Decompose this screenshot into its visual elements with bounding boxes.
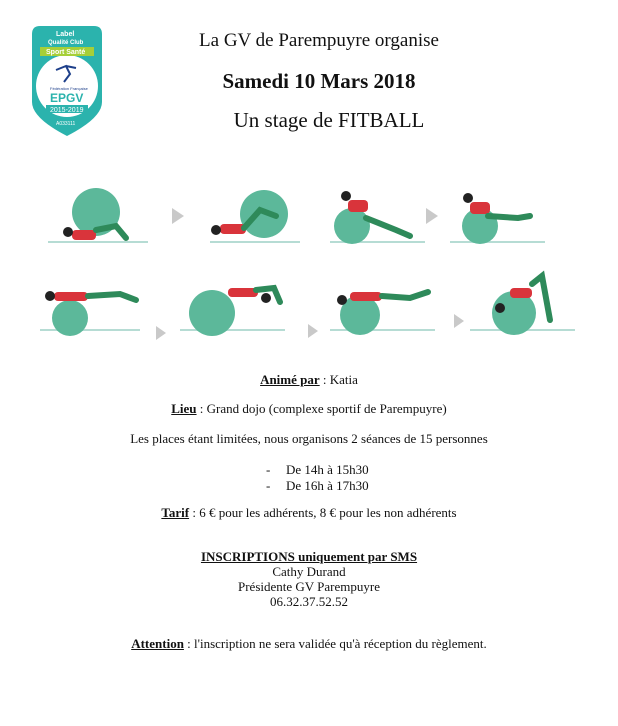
places-text: Les places étant limitées, nous organisons 2 séances de 15 personnes <box>130 431 488 446</box>
attention-label: Attention <box>131 636 184 651</box>
fitball-exercises-illustration <box>30 180 590 350</box>
session-time: De 16h à 17h30 <box>286 478 369 493</box>
event-date: Samedi 10 Mars 2018 <box>222 69 416 93</box>
inscriptions-block <box>0 549 618 609</box>
contact-phone: 06.32.37.52.52 <box>270 594 348 609</box>
animateur-line <box>0 372 618 388</box>
attention-line <box>0 636 618 652</box>
organiser-line: La GV de Parempuyre organise <box>199 30 439 51</box>
attention-value: : l'inscription ne sera validée qu'à réception du règlement. <box>183 636 487 651</box>
animateur-value: : Katia <box>319 372 358 387</box>
session-time: De 14h à 15h30 <box>286 462 369 477</box>
session-item: - De 16h à 17h30 <box>266 478 369 493</box>
badge-brand-text: EPGV <box>50 91 84 105</box>
contact-role: Présidente GV Parempuyre <box>237 579 380 594</box>
event-title: Un stage de FITBALL <box>233 108 425 132</box>
lieu-line <box>0 401 618 417</box>
lieu-label: Lieu <box>171 401 197 416</box>
lieu-value: : Grand dojo (complexe sportif de Parempuyre) <box>196 401 447 416</box>
tarif-line <box>0 505 618 521</box>
tarif-value: : 6 € pour les adhérents, 8 € pour les non adhérents <box>189 505 457 520</box>
badge-federation-text: Fédération Française <box>50 86 88 91</box>
badge-years-text: 2015-2019 <box>50 107 84 114</box>
fitballs <box>52 188 536 336</box>
badge-ribbon-text: Sport Santé <box>46 49 86 56</box>
session-list <box>266 462 369 494</box>
animateur-label: Animé par <box>260 372 320 387</box>
badge-code-text: A033111 <box>56 121 76 127</box>
inscriptions-heading: INSCRIPTIONS uniquement par SMS <box>200 549 418 564</box>
contact-name: Cathy Durand <box>272 564 346 579</box>
badge-label-text: Label <box>56 31 75 38</box>
badge-quality-text: Qualité Club <box>48 40 84 46</box>
tarif-label: Tarif <box>161 505 190 520</box>
figure-shirts <box>54 200 532 301</box>
session-item: - De 14h à 15h30 <box>266 462 369 477</box>
